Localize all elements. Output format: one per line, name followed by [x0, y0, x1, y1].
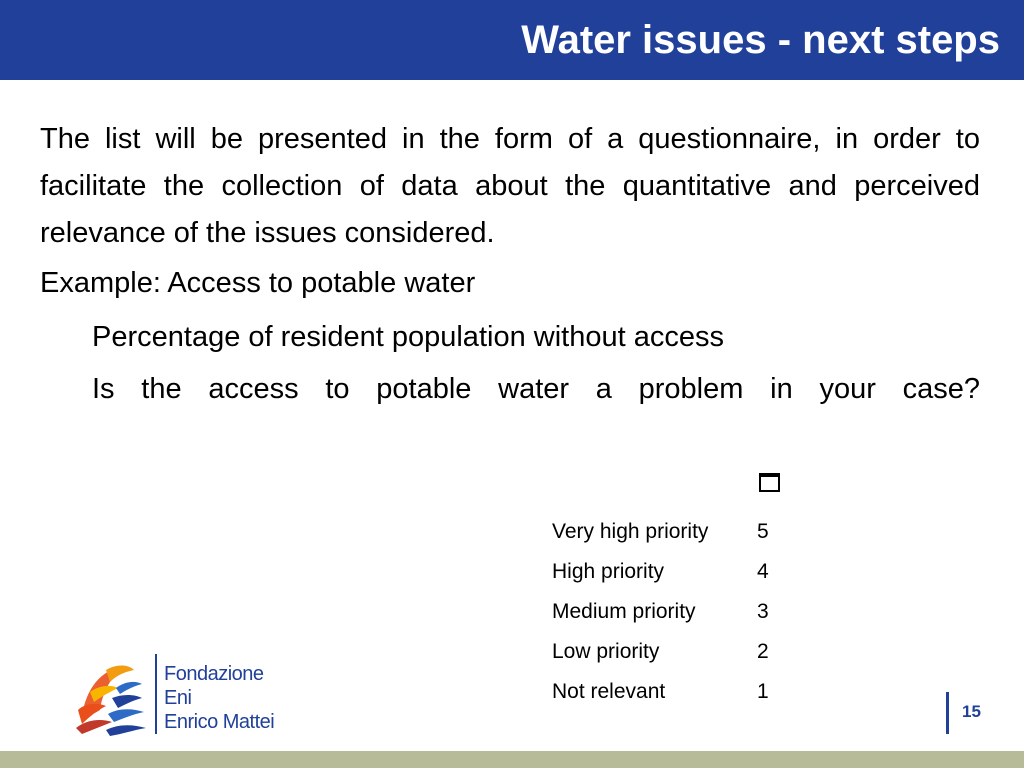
logo-line-enrico-mattei: Enrico Mattei [164, 711, 275, 733]
priority-label: Not relevant [552, 680, 666, 703]
priority-row [552, 672, 792, 712]
logo-line-eni: Eni [164, 687, 192, 709]
fondazione-logo [72, 652, 302, 742]
priority-row [552, 552, 792, 592]
slide-content [40, 116, 980, 411]
indicator-text: Percentage of resident population without access [92, 321, 724, 353]
logo-divider [155, 654, 157, 734]
page-number-divider [946, 692, 949, 734]
footer-bar [0, 751, 1024, 768]
priority-row [552, 632, 792, 672]
priority-value: 3 [757, 600, 769, 623]
priority-scale [552, 512, 792, 712]
intro-paragraph: The list will be presented in the form of a questionnaire, in order to facilitate the collection of data about the quantitative and perceived relevance of the issues considered. [40, 123, 980, 249]
question-text: Is the access to potable water a problem in your case? [92, 373, 980, 405]
priority-label: High priority [552, 560, 665, 583]
logo-text [164, 662, 274, 734]
priority-label: Very high priority [552, 520, 709, 543]
priority-label: Medium priority [552, 600, 696, 623]
slide-title: Water issues - next steps [521, 18, 1000, 62]
priority-value: 1 [757, 680, 769, 703]
slide-header [0, 0, 1024, 80]
example-heading: Example: Access to potable water [40, 267, 476, 299]
priority-row [552, 512, 792, 552]
logo-line-fondazione: Fondazione [164, 663, 264, 685]
priority-label: Low priority [552, 640, 660, 663]
priority-value: 4 [757, 560, 769, 583]
priority-value: 2 [757, 640, 769, 663]
feem-logo-icon [72, 658, 150, 738]
priority-value: 5 [757, 520, 769, 543]
answer-checkbox[interactable] [759, 473, 780, 492]
page-number: 15 [962, 702, 981, 721]
priority-row [552, 592, 792, 632]
